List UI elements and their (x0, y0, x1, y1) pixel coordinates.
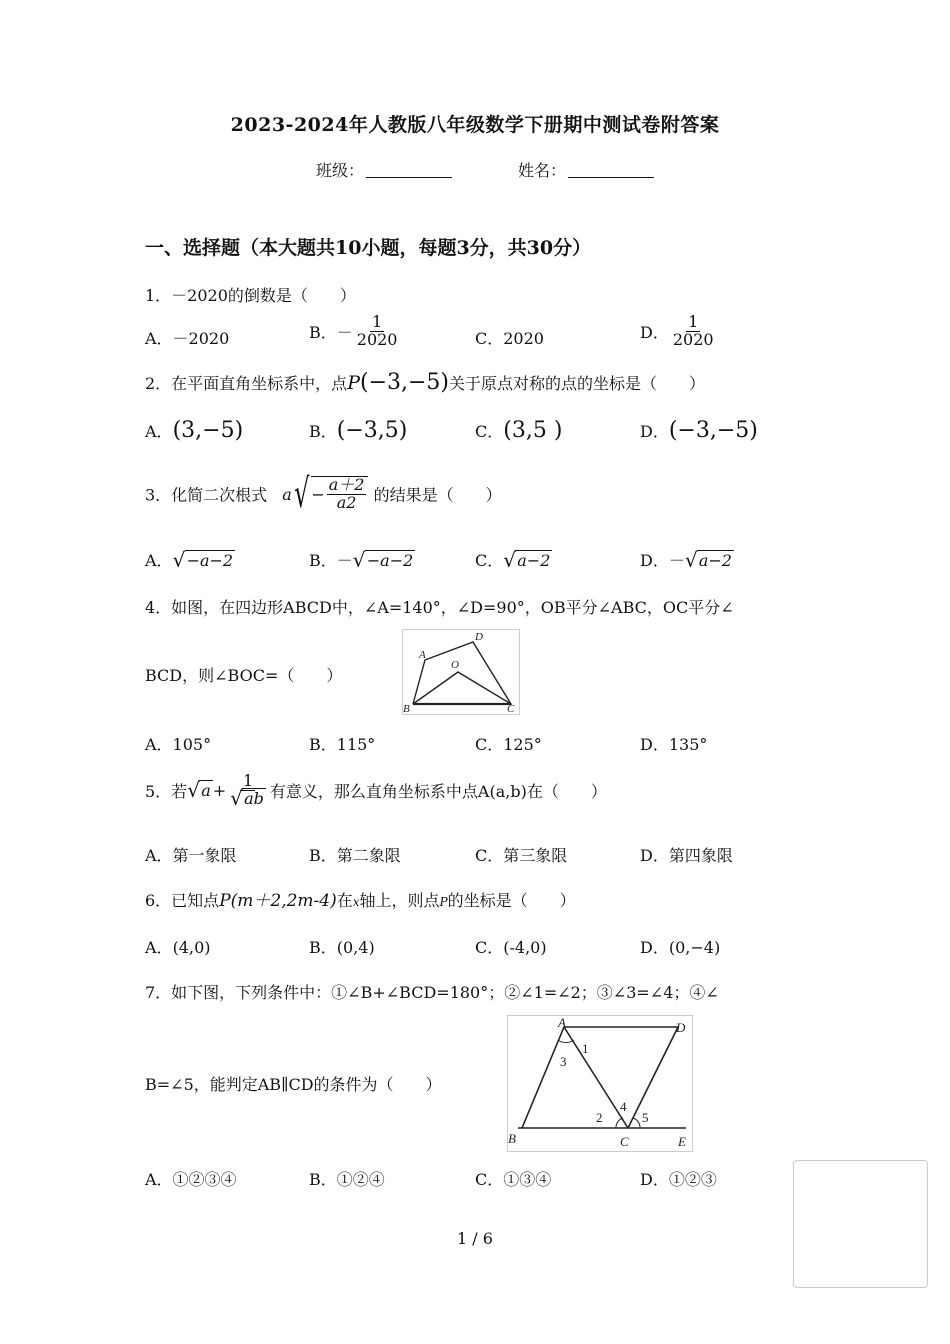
q3-option-d: D．－ √ a−2 (640, 548, 732, 572)
question-7-line1: 7．如下图，下列条件中：①∠B+∠BCD=180°；②∠1=∠2；③∠3=∠4；④∠ (145, 983, 719, 1002)
fig7-label-5: 5 (642, 1110, 649, 1125)
parallel-lines-svg (508, 1016, 692, 1151)
q6-option-d: D．(0,−4) (640, 938, 721, 957)
q5-option-a: A．第一象限 (145, 846, 237, 865)
fig4-label-c: C (507, 703, 515, 714)
class-label: 班级： (316, 161, 365, 180)
parallel-lines-figure (507, 1015, 693, 1152)
fig7-label-d: D (676, 1020, 686, 1035)
q1-option-d: D． $\frac{1}{2020}$ (640, 312, 714, 349)
q7-option-a: A．①②③④ (145, 1170, 237, 1189)
q3-option-b: B．－ √ −a−2 (309, 548, 414, 572)
question-4-line1: 4．如图，在四边形ABCD中，∠A=140°，∠D=90°，OB平分∠ABC，OC平分∠ (145, 598, 734, 617)
q4-option-d: D．135° (640, 735, 708, 754)
class-blank[interactable] (366, 161, 452, 178)
q2-option-c: C．(3,5 ) (475, 418, 563, 443)
q3-option-c: C． √ a−2 (475, 548, 551, 572)
q5-option-c: C．第三象限 (475, 846, 568, 865)
fig4-label-d: D (475, 631, 483, 643)
q6-option-b: B．(0,4) (309, 938, 375, 957)
name-blank[interactable] (568, 161, 654, 178)
question-5-stem: 5．若 √ a + 1 √ ab 有意义，那么直角坐标系中点A(a,b)在（ ） (145, 771, 607, 810)
q4-option-c: C．125° (475, 735, 542, 754)
q6-option-c: C．(-4,0) (475, 938, 547, 957)
q6-option-a: A．(4,0) (145, 938, 211, 957)
question-4-line2: BCD，则∠BOC=（ ） (145, 666, 343, 685)
q1-option-c: C．2020 (475, 329, 544, 348)
name-label: 姓名： (518, 161, 567, 180)
fig7-label-1: 1 (582, 1041, 589, 1056)
fig7-label-4: 4 (620, 1099, 627, 1114)
q5-option-b: B．第二象限 (309, 846, 401, 865)
question-6-stem: 6．已知点P(m＋2,2m-4)在x轴上，则点P的坐标是（ ） (145, 891, 576, 911)
fig4-label-b: B (403, 703, 410, 714)
corner-box (793, 1160, 928, 1288)
q7-option-c: C．①③④ (475, 1170, 552, 1189)
q2-option-d: D．(−3,−5) (640, 418, 758, 443)
q4-option-a: A．105° (145, 735, 212, 754)
class-field (316, 158, 452, 181)
q7-option-d: D．①②③ (640, 1170, 717, 1189)
quadrilateral-svg (403, 630, 519, 714)
q3-option-a: A． √ −a−2 (145, 548, 234, 572)
question-1-stem: 1．－2020的倒数是（ ） (145, 286, 356, 305)
section-heading: 一、选择题（本大题共10小题，每题3分，共30分） (145, 237, 592, 259)
fig4-label-o: O (451, 659, 459, 671)
fig7-label-a: A (558, 1016, 566, 1030)
fig7-label-e: E (678, 1134, 686, 1149)
q5-option-d: D．第四象限 (640, 846, 733, 865)
q2-option-b: B．(−3,5) (309, 418, 408, 443)
q1-option-a: A．－2020 (145, 329, 230, 348)
fig7-label-3: 3 (560, 1054, 567, 1069)
page-title: 2023-2024年人教版八年级数学下册期中测试卷附答案 (230, 114, 720, 136)
question-2-stem: 2．在平面直角坐标系中，点P(−3,−5)关于原点对称的点的坐标是（ ） (145, 370, 706, 395)
fig7-label-b: B (508, 1131, 516, 1146)
q1-option-b: B．－ $\frac{1}{2020}$ (309, 312, 398, 349)
fig7-label-2: 2 (596, 1110, 603, 1125)
page-number: 1 / 6 (457, 1229, 493, 1248)
quadrilateral-figure (402, 629, 520, 715)
question-7-line2: B=∠5，能判定AB∥CD的条件为（ ） (145, 1075, 442, 1094)
q7-option-b: B．①②④ (309, 1170, 385, 1189)
question-3-stem: 3．化简二次根式 a√ − $\frac{a+2}{a2}$ 的结果是（ ） (145, 471, 502, 517)
fig4-label-a: A (419, 649, 426, 661)
fig7-label-c: C (620, 1134, 629, 1149)
name-field (518, 158, 654, 181)
q2-option-a: A．(3,−5) (145, 418, 244, 443)
q4-option-b: B．115° (309, 735, 376, 754)
